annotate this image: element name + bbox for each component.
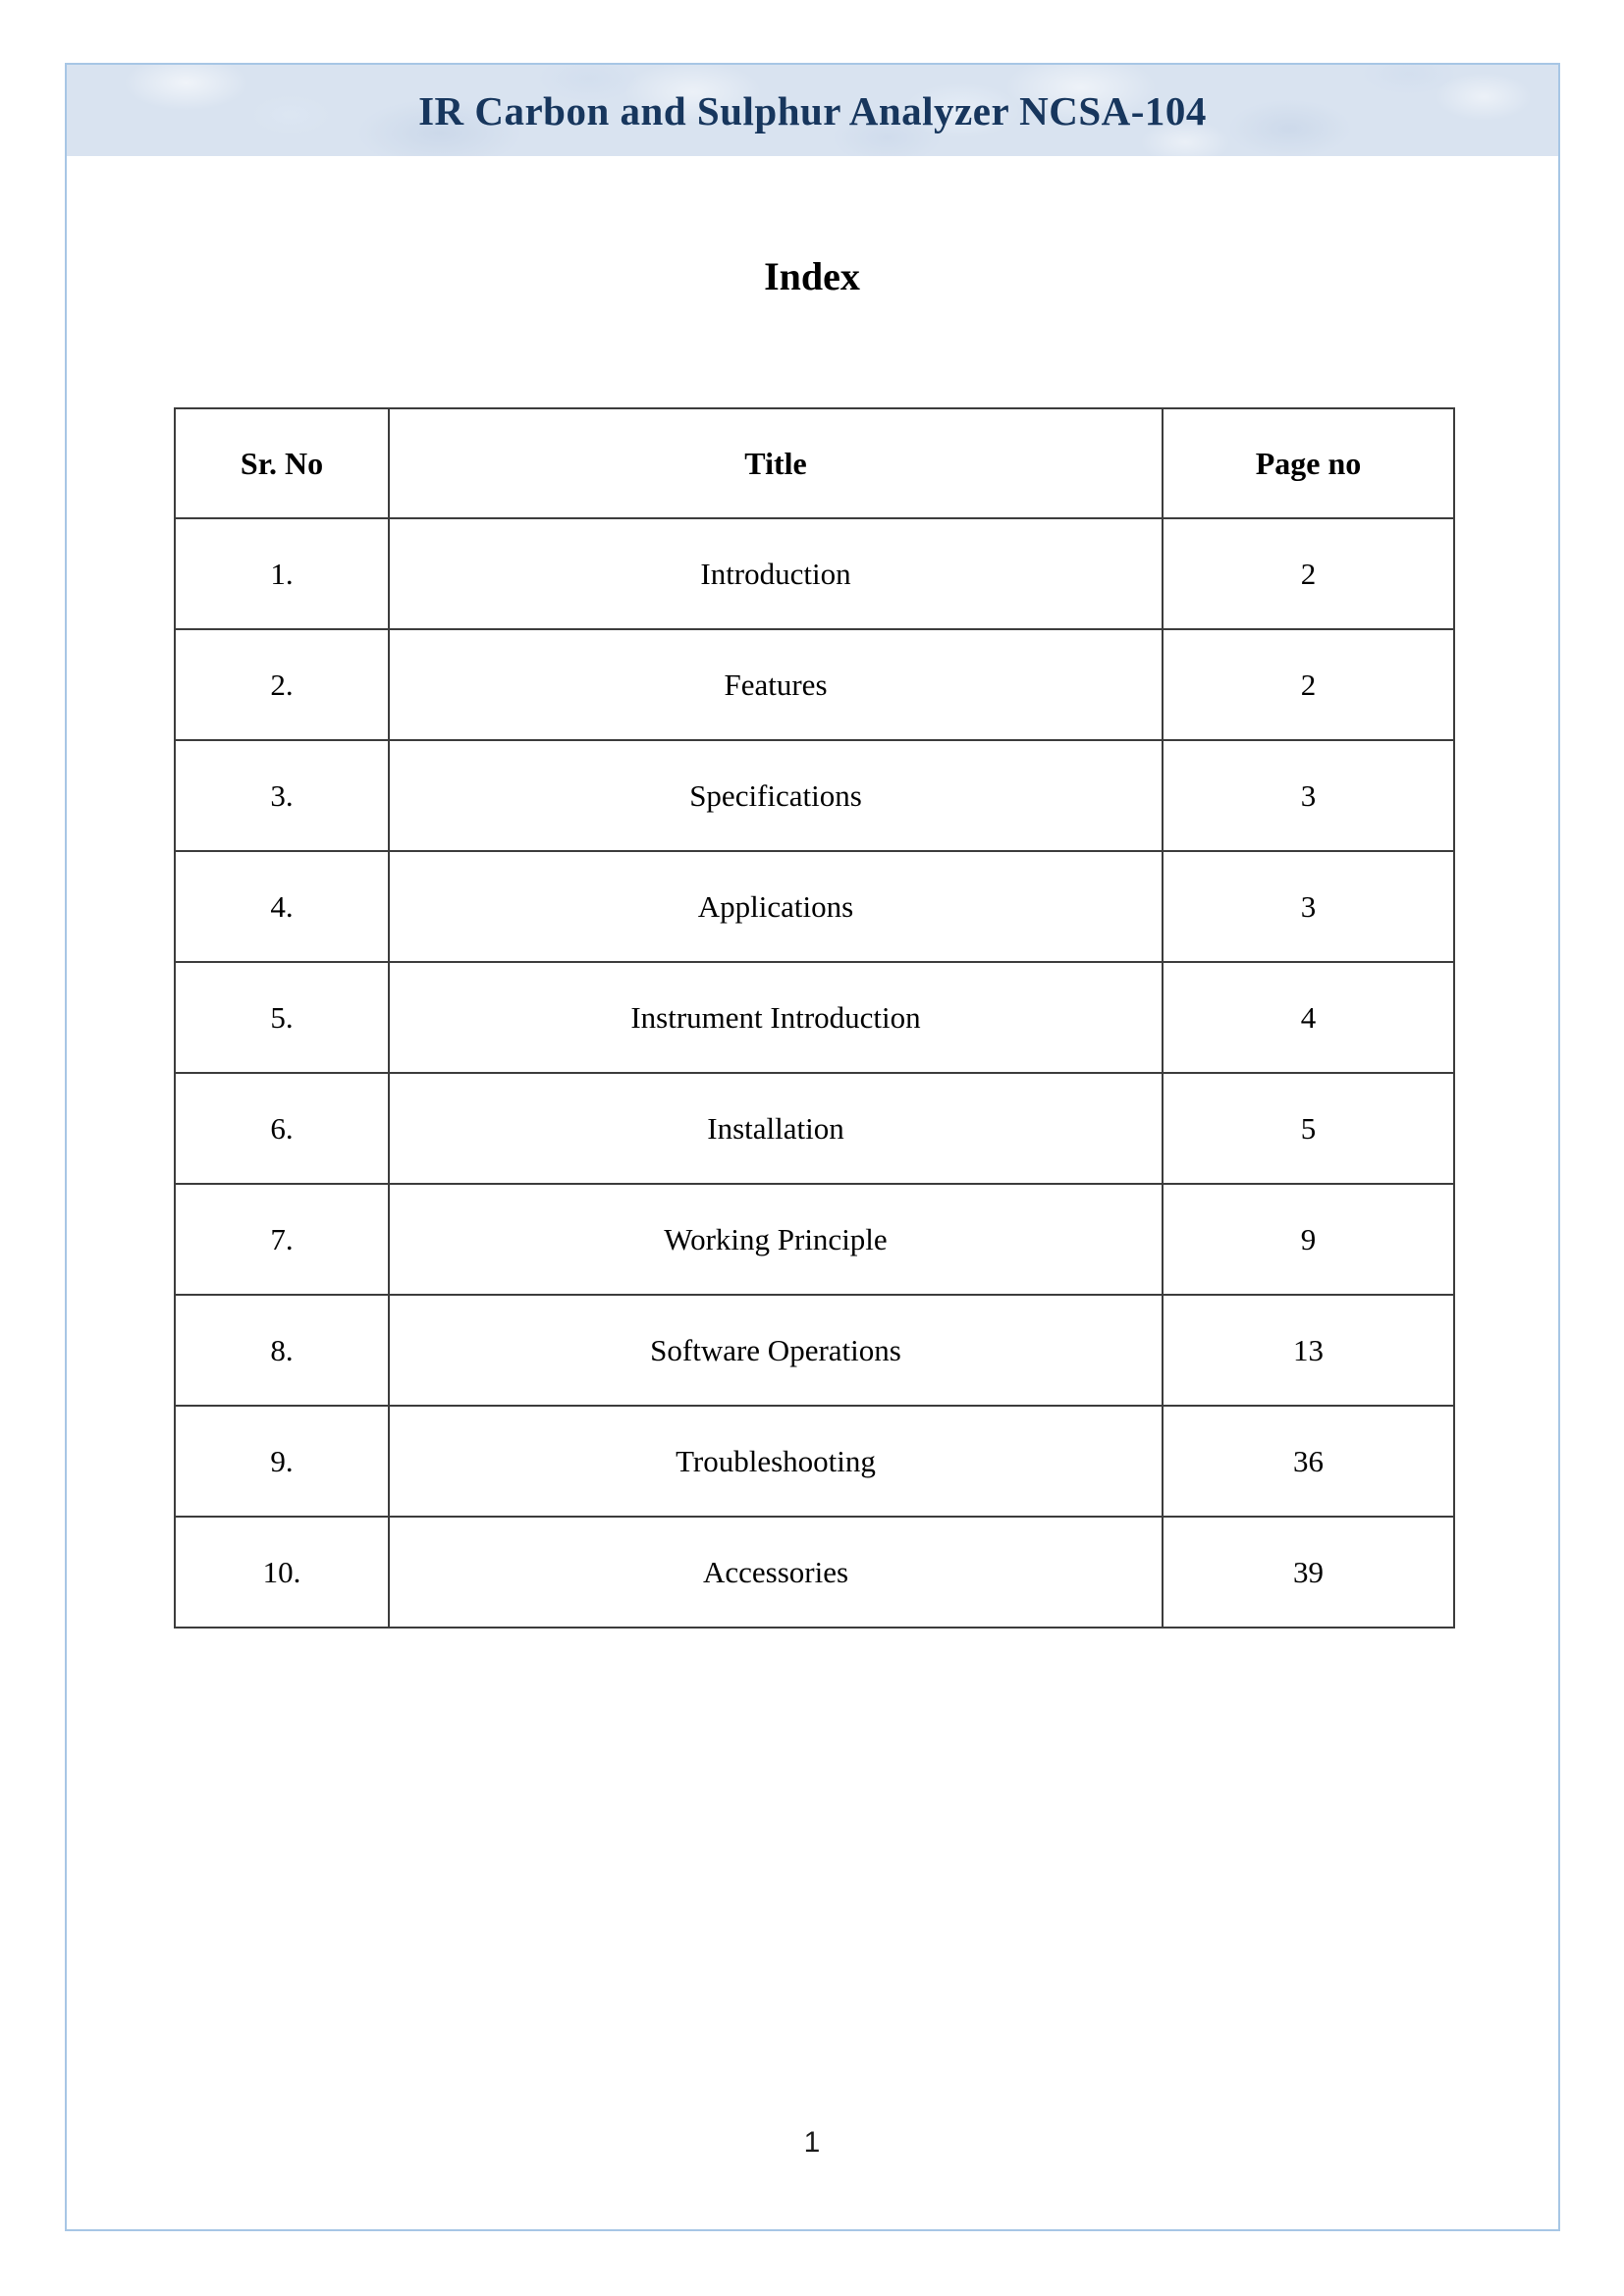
cell-title: Accessories	[389, 1517, 1163, 1628]
cell-page-no: 3	[1163, 851, 1454, 962]
cell-sr-no: 4.	[175, 851, 389, 962]
table-row	[175, 962, 1454, 1073]
column-header-sr-no: Sr. No	[175, 408, 389, 518]
header-banner	[67, 65, 1558, 156]
cell-sr-no: 3.	[175, 740, 389, 851]
cell-title: Troubleshooting	[389, 1406, 1163, 1517]
cell-title: Installation	[389, 1073, 1163, 1184]
index-table	[174, 407, 1455, 1629]
cell-page-no: 2	[1163, 518, 1454, 629]
cell-page-no: 3	[1163, 740, 1454, 851]
cell-sr-no: 7.	[175, 1184, 389, 1295]
cell-title: Software Operations	[389, 1295, 1163, 1406]
cell-sr-no: 5.	[175, 962, 389, 1073]
table-row	[175, 518, 1454, 629]
cell-page-no: 36	[1163, 1406, 1454, 1517]
cell-page-no: 39	[1163, 1517, 1454, 1628]
table-row	[175, 1406, 1454, 1517]
cell-title: Instrument Introduction	[389, 962, 1163, 1073]
index-table-header	[175, 408, 1454, 518]
cell-title: Introduction	[389, 518, 1163, 629]
cell-title: Applications	[389, 851, 1163, 962]
cell-page-no: 13	[1163, 1295, 1454, 1406]
cell-sr-no: 1.	[175, 518, 389, 629]
document-title: IR Carbon and Sulphur Analyzer NCSA-104	[418, 87, 1207, 133]
table-row	[175, 1295, 1454, 1406]
column-header-title: Title	[389, 408, 1163, 518]
cell-page-no: 9	[1163, 1184, 1454, 1295]
cell-page-no: 4	[1163, 962, 1454, 1073]
index-table-body	[175, 518, 1454, 1628]
cell-title: Working Principle	[389, 1184, 1163, 1295]
table-row	[175, 1073, 1454, 1184]
cell-sr-no: 2.	[175, 629, 389, 740]
cell-page-no: 2	[1163, 629, 1454, 740]
cell-title: Specifications	[389, 740, 1163, 851]
page-number: 1	[803, 2126, 821, 2159]
table-row	[175, 851, 1454, 962]
column-header-page-no: Page no	[1163, 408, 1454, 518]
table-row	[175, 1517, 1454, 1628]
table-row	[175, 629, 1454, 740]
table-row	[175, 740, 1454, 851]
index-heading: Index	[764, 254, 860, 298]
cell-sr-no: 8.	[175, 1295, 389, 1406]
cell-sr-no: 10.	[175, 1517, 389, 1628]
cell-sr-no: 9.	[175, 1406, 389, 1517]
table-row	[175, 1184, 1454, 1295]
cell-page-no: 5	[1163, 1073, 1454, 1184]
header-row	[175, 408, 1454, 518]
cell-title: Features	[389, 629, 1163, 740]
cell-sr-no: 6.	[175, 1073, 389, 1184]
